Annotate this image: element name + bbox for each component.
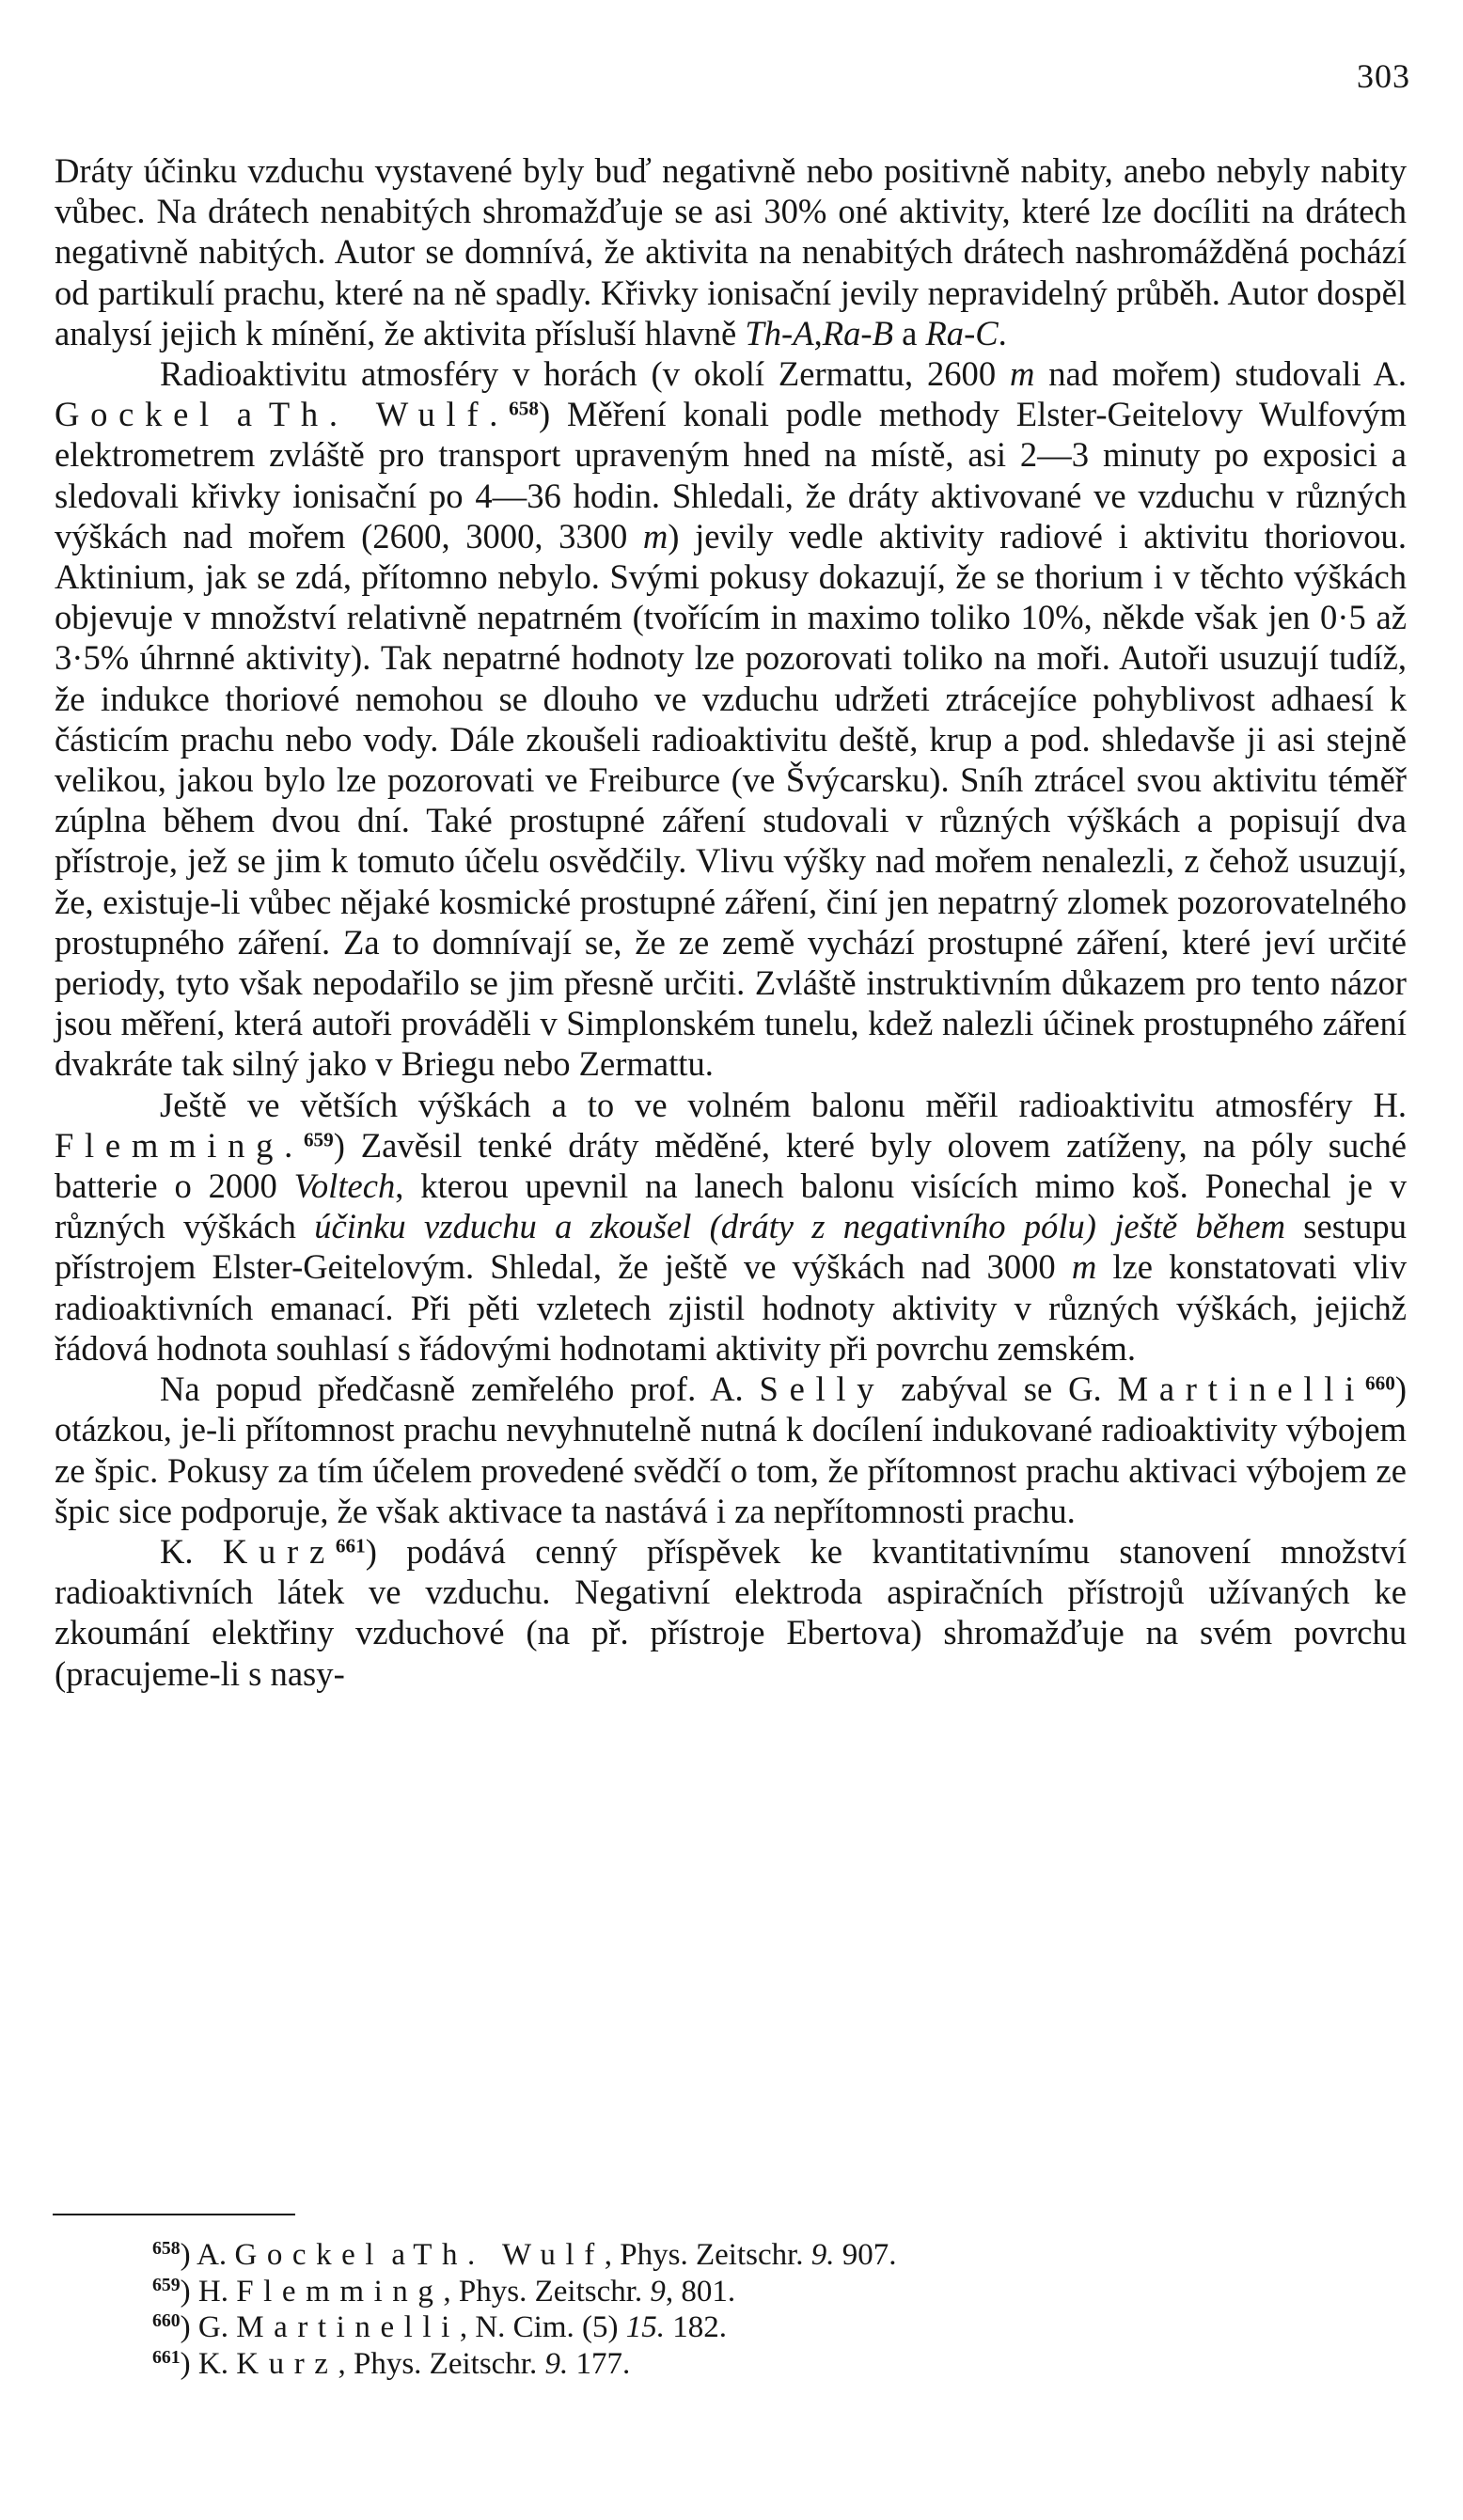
italic-text: 15. <box>625 2310 666 2344</box>
footnote-number: 658 <box>152 2238 181 2260</box>
italic-text: m <box>1071 1247 1097 1287</box>
text-run: , Phys. Zeitschr. <box>338 2346 545 2381</box>
text-run: ) otázkou, je-li přítomnost prachu nevyhnutelně nutná k docílení indukované radioaktivity výbojem ze špic. Pokusy za tím účelem provedené svědčí o tom, že přítomnost prachu aktivaci výbojem ze špic sice podporuje, že však aktivace ta nastává i za nepřítomnosti prachu. <box>55 1370 1407 1530</box>
text-run: Dráty účinku vzduchu vystavené byly buď negativně nebo positivně nabity, anebo nebyly nabity vůbec. Na drátech nenabitých shromažďuje se asi 30% oné aktivity, které lze docíliti na drátech negativně nabitých. Autor se domnívá, že aktivita na nenabitých drátech nashromážděná pochází od partikulí prachu, které na ně spadly. Křivky ionisační jevily nepravidelný průběh. Autor dospěl analysí jejich k mínění, že aktivita přísluší hlavně <box>55 151 1407 352</box>
text-run: , Phys. Zeitschr. <box>443 2274 651 2309</box>
footnote-reference: 661 <box>335 1534 366 1557</box>
footnote-reference: 658 <box>509 397 539 420</box>
footnote-paren: ) <box>180 2346 198 2381</box>
paragraph <box>55 353 1407 1085</box>
spaced-name: Th. Wulf. <box>268 395 510 434</box>
footnote-number: 661 <box>152 2346 181 2368</box>
italic-text: účinku vzduchu a zkoušel (dráty z negativního pólu) ještě během <box>314 1207 1285 1246</box>
text-run: , kterou upevnil na lanech balonu visících mimo koš. Ponechal je v různých výškách <box>55 1166 1407 1246</box>
text-run: nad mořem) studovali A. <box>1034 354 1407 394</box>
text-run: Radioaktivitu atmosféry v horách (v okolí Zermattu, 2600 <box>160 354 1010 394</box>
page-number: 303 <box>1357 57 1410 95</box>
text-run: a <box>892 313 926 352</box>
text-run: K. <box>160 1531 223 1571</box>
text-run: Ještě ve větších výškách a to ve volném balonu měřil radioaktivitu atmosféry H. <box>160 1085 1407 1124</box>
text-run: sestupu přístrojem Elster-Geitelovým. Shledal, že ještě ve výškách nad 3000 <box>55 1207 1408 1287</box>
spaced-name: Th. Wulf <box>413 2238 605 2272</box>
text-run: , Phys. Zeitschr. <box>604 2238 811 2272</box>
italic-text: Voltech <box>293 1166 396 1206</box>
footnote-paren: ) <box>180 2238 197 2272</box>
paragraph <box>55 1085 1407 1369</box>
text-run: 177. <box>568 2346 631 2381</box>
footnote <box>152 2274 1375 2310</box>
text-run: , <box>813 313 823 352</box>
text-run: 907. <box>834 2238 897 2272</box>
italic-text: 9 <box>650 2274 666 2309</box>
text-run: G. <box>197 2310 237 2344</box>
spaced-name: Flemming. <box>55 1125 304 1165</box>
footnote-divider <box>53 2214 295 2215</box>
spaced-name: Kurz <box>222 1531 336 1571</box>
spaced-name: Martinelli <box>1117 1370 1365 1409</box>
paragraph <box>55 1531 1407 1694</box>
text-run: lze konstatovati vliv radioaktivních emanací. Při pěti vzletech zjistil hodnoty aktivity v různých výškách, jejichž řádová hodnota souhlasí s řádovými hodnotami aktivity při povrchu zemském. <box>55 1247 1407 1368</box>
text-run: zabýval se G. <box>885 1370 1118 1409</box>
text-run: ) podává cenný příspěvek ke kvantitativnímu stanovení množství radioaktivních látek ve vzduchu. Negativní elektroda aspiračních přístrojů užívaných ke zkoumání elektřiny vzduchové (na př. přístroje Ebertova) shromažďuje na svém povrchu (pracujeme-li s nasy- <box>55 1531 1407 1693</box>
footnote-paren: ) <box>180 2274 198 2309</box>
footnote-reference: 660 <box>1364 1371 1395 1395</box>
italic-text: 9. <box>544 2346 569 2381</box>
spaced-name: Gockel <box>55 395 220 434</box>
italic-text: m <box>1009 354 1035 394</box>
text-run: a <box>219 395 269 434</box>
italic-text: 9. <box>810 2238 835 2272</box>
text-run: H. <box>197 2274 237 2309</box>
italic-text: Ra-C <box>925 313 999 352</box>
text-run: Na popud předčasně zemřelého prof. A. <box>160 1370 760 1409</box>
text-run: A. <box>197 2238 235 2272</box>
italic-text: m <box>642 516 669 556</box>
spaced-name: Kurz <box>236 2346 338 2381</box>
paragraph <box>55 150 1407 353</box>
text-run: ) jevily vedle aktivity radiové i aktivitu thoriovou. Aktinium, jak se zdá, přítomno nebylo. Svými pokusy dokazují, že se thorium i v těchto výškách objevuje v množství relativně nepatrném (tvořícím in maximo toliko 10%, někde však jen 0·5 až 3·5% úhrnné aktivity). Tak nepatrné hodnoty lze pozorovati toliko na moři. Autoři usuzují tudíž, že indukce thoriové nemohou se dlouho ve vzduchu udržeti ztrácejíce pohyblivost adhaesí k částicím prachu nebo vody. Dále zkoušeli radioaktivitu deště, krup a pod. shledavše ji asi stejně velikou, jakou bylo lze pozorovati ve Freiburce (ve Švýcarsku). Sníh ztrácel svou aktivitu téměř zúplna během dvou dní. Také prostupné záření studovali v různých výškách a popisují dva přístroje, jež se jim k tomuto účelu osvědčily. Vlivu výšky nad mořem nenalezli, z čehož usuzují, že, existuje-li vůbec nějaké kosmické prostupné záření, činí jen nepatrný zlomek pozorovatelného prostupného záření. Za to domnívají se, že ze země vychází prostupné záření, které jeví určité periody, tyto však nepodařilo se jim přesně určiti. Zvláště instruktivním důkazem pro tento názor jsou měření, která autoři prováděli v Simplonském tunelu, kdež nalezli účinek prostupného záření dvakráte tak silný jako v Briegu nebo Zermattu. <box>55 516 1407 1084</box>
footnote <box>152 2346 1375 2383</box>
text-run: ) Zavěsil tenké dráty měděné, které byly olovem zatíženy, na póly suché batterie o 2000 <box>55 1125 1407 1206</box>
footnote <box>152 2309 1375 2346</box>
footnote-reference: 659 <box>303 1128 334 1151</box>
footnote-number: 659 <box>152 2274 181 2295</box>
spaced-name: Flemming <box>236 2274 444 2309</box>
body-text <box>55 150 1407 1694</box>
text-run: K. <box>197 2346 237 2381</box>
text-run: , N. Cim. (5) <box>459 2310 626 2344</box>
spaced-name: Gockel <box>234 2238 385 2272</box>
footnote-paren: ) <box>180 2310 198 2344</box>
italic-text: Ra-B <box>822 313 893 352</box>
spaced-name: Selly <box>759 1370 886 1409</box>
footnote <box>152 2237 1375 2274</box>
paragraph <box>55 1369 1407 1531</box>
text-run: , 801. <box>665 2274 736 2309</box>
spaced-name: Martinelli <box>236 2310 460 2344</box>
footnote-number: 660 <box>152 2310 181 2332</box>
text-run: . <box>998 313 1007 352</box>
text-run: 182. <box>665 2310 728 2344</box>
italic-text: Th-A <box>745 313 814 352</box>
text-run: a <box>384 2238 414 2272</box>
footnotes <box>152 2237 1375 2382</box>
text-run: ) Měření konali podle methody Elster-Geitelovy Wulfovým elektrometrem zvláště pro transport upraveným hned na místě, asi 2—3 minuty po exposici a sledovali křivky ionisační po 4—36 hodin. Shledali, že dráty aktivované ve vzduchu v různých výškách nad mořem (2600, 3000, 3300 <box>55 395 1407 556</box>
